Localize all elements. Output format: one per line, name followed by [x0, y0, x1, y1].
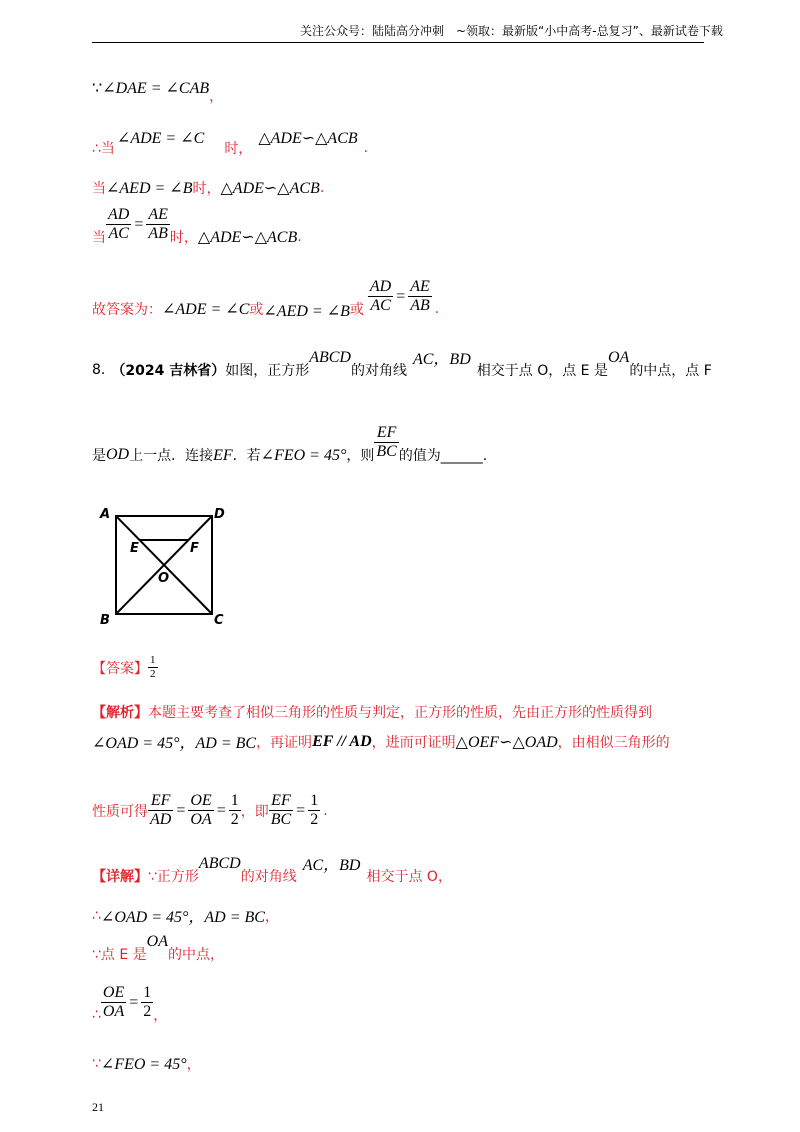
period: . [297, 228, 302, 245]
analysis-line-2: ∠OAD = 45°，AD = BC ，再证明 EF // AD ，进而可证明 △OEF∽△OAD ，由相似三角形的 [92, 732, 670, 752]
question-number: 8. [92, 361, 106, 378]
fraction-ef-bc: $\frac{EF}{BC}$ [270, 792, 292, 828]
similar-statement: △ADE∽△ACB [197, 228, 298, 246]
analysis-line-3: 性质可得 $\frac{EF}{AD}$ = $\frac{OE}{OA}$ = $\frac{1}{2}$ ，即 $\frac{EF}{BC}$ = $\frac{1}{2}$ . [92, 792, 328, 828]
line-3 [92, 178, 324, 198]
analysis-label: 【解析】 [92, 705, 148, 721]
question-8-line-1: 8. （2024 吉林省） 如图，正方形 ABCD 的对角线 AC，BD 相交于点 O，点 E 是 OA 的中点，点 F [92, 348, 712, 379]
label-e: E [130, 541, 139, 556]
period: . [319, 180, 325, 196]
shi-text: 时， [224, 141, 253, 157]
detail-label: 【详解】 [92, 868, 148, 885]
comma: ， [209, 89, 224, 105]
line-1 [92, 78, 224, 105]
shi-text: 时， [192, 181, 221, 197]
period: . [363, 140, 369, 156]
label-f: F [190, 541, 199, 556]
analysis-line-1: 【解析】本题主要考查了相似三角形的性质与判定，正方形的性质，先由正方形的性质得到 [92, 705, 652, 721]
fraction-ad-ac: $\frac{AD}{AC}$ [108, 206, 130, 242]
similar-statement: △ADE∽△ACB [258, 130, 358, 147]
label-a: A [100, 507, 111, 522]
page-header: 关注公众号：陆陆高分冲刺 ~领取：最新版“小中高考-总复习”、最新试卷下载 [300, 24, 723, 38]
detail-line-2: ∴ ∠OAD = 45°，AD = BC ， [92, 907, 279, 926]
dang-text: 当 [92, 229, 106, 246]
angle-equation: ∠ADE = ∠C [116, 130, 205, 147]
detail-line-3: ∵点 E 是 OA 的中点， [92, 933, 224, 963]
label-c: C [214, 613, 224, 628]
square-figure [96, 500, 236, 630]
fraction-ad-ac: $\frac{AD}{AC}$ [369, 278, 392, 314]
detail-line-5: ∵ ∠FEO = 45° ， [92, 1056, 201, 1073]
detail-line-1: 【详解】 ∵正方形 ABCD 的对角线 AC，BD 相交于点 O， [92, 854, 452, 885]
fraction-ef-ad: $\frac{EF}{AD}$ [150, 792, 172, 828]
fraction-oe-oa: $\frac{OE}{OA}$ [190, 792, 212, 828]
therefore-when: ∴当 [92, 141, 115, 157]
angle-equation: ∠AED = ∠B [106, 180, 193, 197]
answer-fraction: $\frac{1}{2}$ [150, 654, 156, 680]
because-symbol: ∵ [92, 80, 103, 97]
similar-statement: △ADE∽△ACB [220, 180, 320, 197]
header-rule [92, 42, 704, 43]
answer-line [92, 654, 158, 681]
dang-text: 当 [92, 181, 106, 197]
fraction-ef-bc: $\frac{EF}{BC}$ [376, 424, 397, 460]
answer-summary-line: 故答案为： ∠ADE = ∠C 或 ∠AED = ∠B 或 $\frac{AD}{AC}$ = $\frac{AE}{AB}$ . [92, 278, 440, 320]
line-2 [92, 128, 369, 157]
label-o: O [158, 571, 170, 586]
label-d: D [214, 507, 225, 522]
detail-line-4: ∴ $\frac{OE}{OA}$ = $\frac{1}{2}$ ， [92, 984, 168, 1024]
page-number: 21 [92, 1100, 104, 1114]
fraction-ae-ab: $\frac{AE}{AB}$ [410, 278, 430, 314]
fraction-one-half: $\frac{1}{2}$ [230, 792, 239, 828]
fraction-oe-oa: $\frac{OE}{OA}$ [102, 984, 125, 1020]
question-8-line-2: 是 OD 上一点．连接 EF ．若 ∠FEO = 45° ，则 $\frac{EF}{BC}$ 的值为______. [92, 424, 488, 464]
answer-prefix: 故答案为： [92, 301, 162, 318]
question-source: （2024 吉林省） [111, 362, 226, 379]
line-4: 当 $\frac{AD}{AC}$ = $\frac{AE}{AB}$ 时， △ADE∽△ACB . [92, 206, 302, 246]
fraction-one-half: $\frac{1}{2}$ [310, 792, 319, 828]
fraction-one-half: $\frac{1}{2}$ [143, 984, 152, 1020]
angle-equation: ∠DAE = ∠CAB [102, 80, 210, 97]
answer-label: 【答案】 [92, 660, 148, 677]
shi-text: 时， [169, 229, 198, 246]
fraction-ae-ab: $\frac{AE}{AB}$ [148, 206, 168, 242]
label-b: B [100, 613, 110, 628]
